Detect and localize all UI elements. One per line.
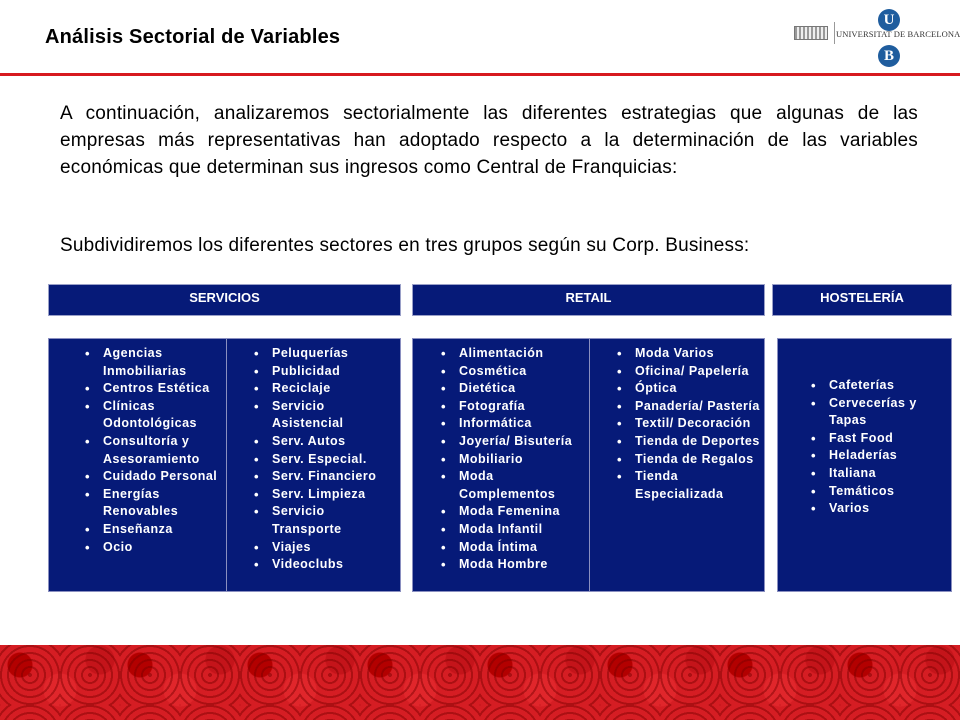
list-item: • Fotografía	[435, 398, 585, 416]
list-item: • Viajes	[248, 539, 398, 557]
list-item: • Serv. Limpieza	[248, 486, 398, 504]
list-item: • Oficina/ Papelería	[611, 363, 761, 381]
list-item: • Centros Estética	[79, 380, 224, 398]
list-item: • Cuidado Personal	[79, 468, 224, 486]
university-logo	[790, 8, 960, 68]
list-item: • Moda Complementos	[435, 468, 585, 503]
list-item: • Servicio Asistencial	[248, 398, 398, 433]
servicios-list-2	[248, 345, 398, 574]
logo-b-icon: B	[878, 45, 900, 67]
retail-list-2	[611, 345, 761, 503]
page-title: Análisis Sectorial de Variables	[45, 26, 341, 48]
list-item: • Moda Hombre	[435, 556, 585, 574]
list-item: • Alimentación	[435, 345, 585, 363]
header-divider	[0, 73, 960, 76]
list-item: • Panadería/ Pastería	[611, 398, 761, 416]
list-item: • Tienda de Deportes	[611, 433, 761, 451]
hosteleria-box	[777, 338, 952, 592]
intro-paragraph: A continuación, analizaremos sectorialmente las diferentes estrategias que algunas de las empresas más representativas han adoptado respecto a la determinación de las variables económicas que determinan sus ingresos como Central de Franquicias:	[60, 103, 918, 178]
decorative-footer-pattern	[0, 645, 960, 720]
hosteleria-list	[805, 377, 947, 518]
list-item: • Peluquerías	[248, 345, 398, 363]
list-item: • Textil/ Decoración	[611, 415, 761, 433]
retail-header: RETAIL	[412, 284, 765, 316]
subdivision-paragraph: Subdividiremos los diferentes sectores en tres grupos según su Corp. Business:	[60, 235, 750, 256]
list-item: • Mobiliario	[435, 451, 585, 469]
list-item: • Cervecerías y Tapas	[805, 395, 947, 430]
list-item: • Energías Renovables	[79, 486, 224, 521]
list-item: • Clínicas Odontológicas	[79, 398, 224, 433]
list-item: • Cafeterías	[805, 377, 947, 395]
list-item: • Servicio Transporte	[248, 503, 398, 538]
list-item: • Heladerías	[805, 447, 947, 465]
servicios-box	[48, 338, 401, 592]
seal-icon	[794, 26, 828, 40]
retail-box	[412, 338, 765, 592]
list-item: • Cosmética	[435, 363, 585, 381]
logo-u-icon: U	[878, 9, 900, 31]
list-item: • Serv. Especial.	[248, 451, 398, 469]
list-item: • Serv. Financiero	[248, 468, 398, 486]
servicios-header: SERVICIOS	[48, 284, 401, 316]
logo-text: UNIVERSITAT DE BARCELONA	[836, 29, 960, 39]
list-item: • Varios	[805, 500, 947, 518]
list-item: • Ocio	[79, 539, 224, 557]
list-item: • Dietética	[435, 380, 585, 398]
list-item: • Tienda Especializada	[611, 468, 761, 503]
servicios-list-1	[79, 345, 224, 556]
list-item: • Informática	[435, 415, 585, 433]
list-item: • Agencias Inmobiliarias	[79, 345, 224, 380]
list-item: • Publicidad	[248, 363, 398, 381]
list-item: • Moda Íntima	[435, 539, 585, 557]
list-item: • Temáticos	[805, 483, 947, 501]
list-item: • Joyería/ Bisutería	[435, 433, 585, 451]
list-item: • Moda Infantil	[435, 521, 585, 539]
list-item: • Reciclaje	[248, 380, 398, 398]
retail-list-1	[435, 345, 585, 574]
list-item: • Óptica	[611, 380, 761, 398]
list-item: • Tienda de Regalos	[611, 451, 761, 469]
column-divider	[226, 339, 227, 591]
hosteleria-header: HOSTELERÍA	[772, 284, 952, 316]
logo-divider	[834, 22, 835, 44]
list-item: • Fast Food	[805, 430, 947, 448]
column-divider	[589, 339, 590, 591]
list-item: • Italiana	[805, 465, 947, 483]
list-item: • Serv. Autos	[248, 433, 398, 451]
list-item: • Enseñanza	[79, 521, 224, 539]
list-item: • Moda Femenina	[435, 503, 585, 521]
list-item: • Moda Varios	[611, 345, 761, 363]
list-item: • Videoclubs	[248, 556, 398, 574]
list-item: • Consultoría y Asesoramiento	[79, 433, 224, 468]
